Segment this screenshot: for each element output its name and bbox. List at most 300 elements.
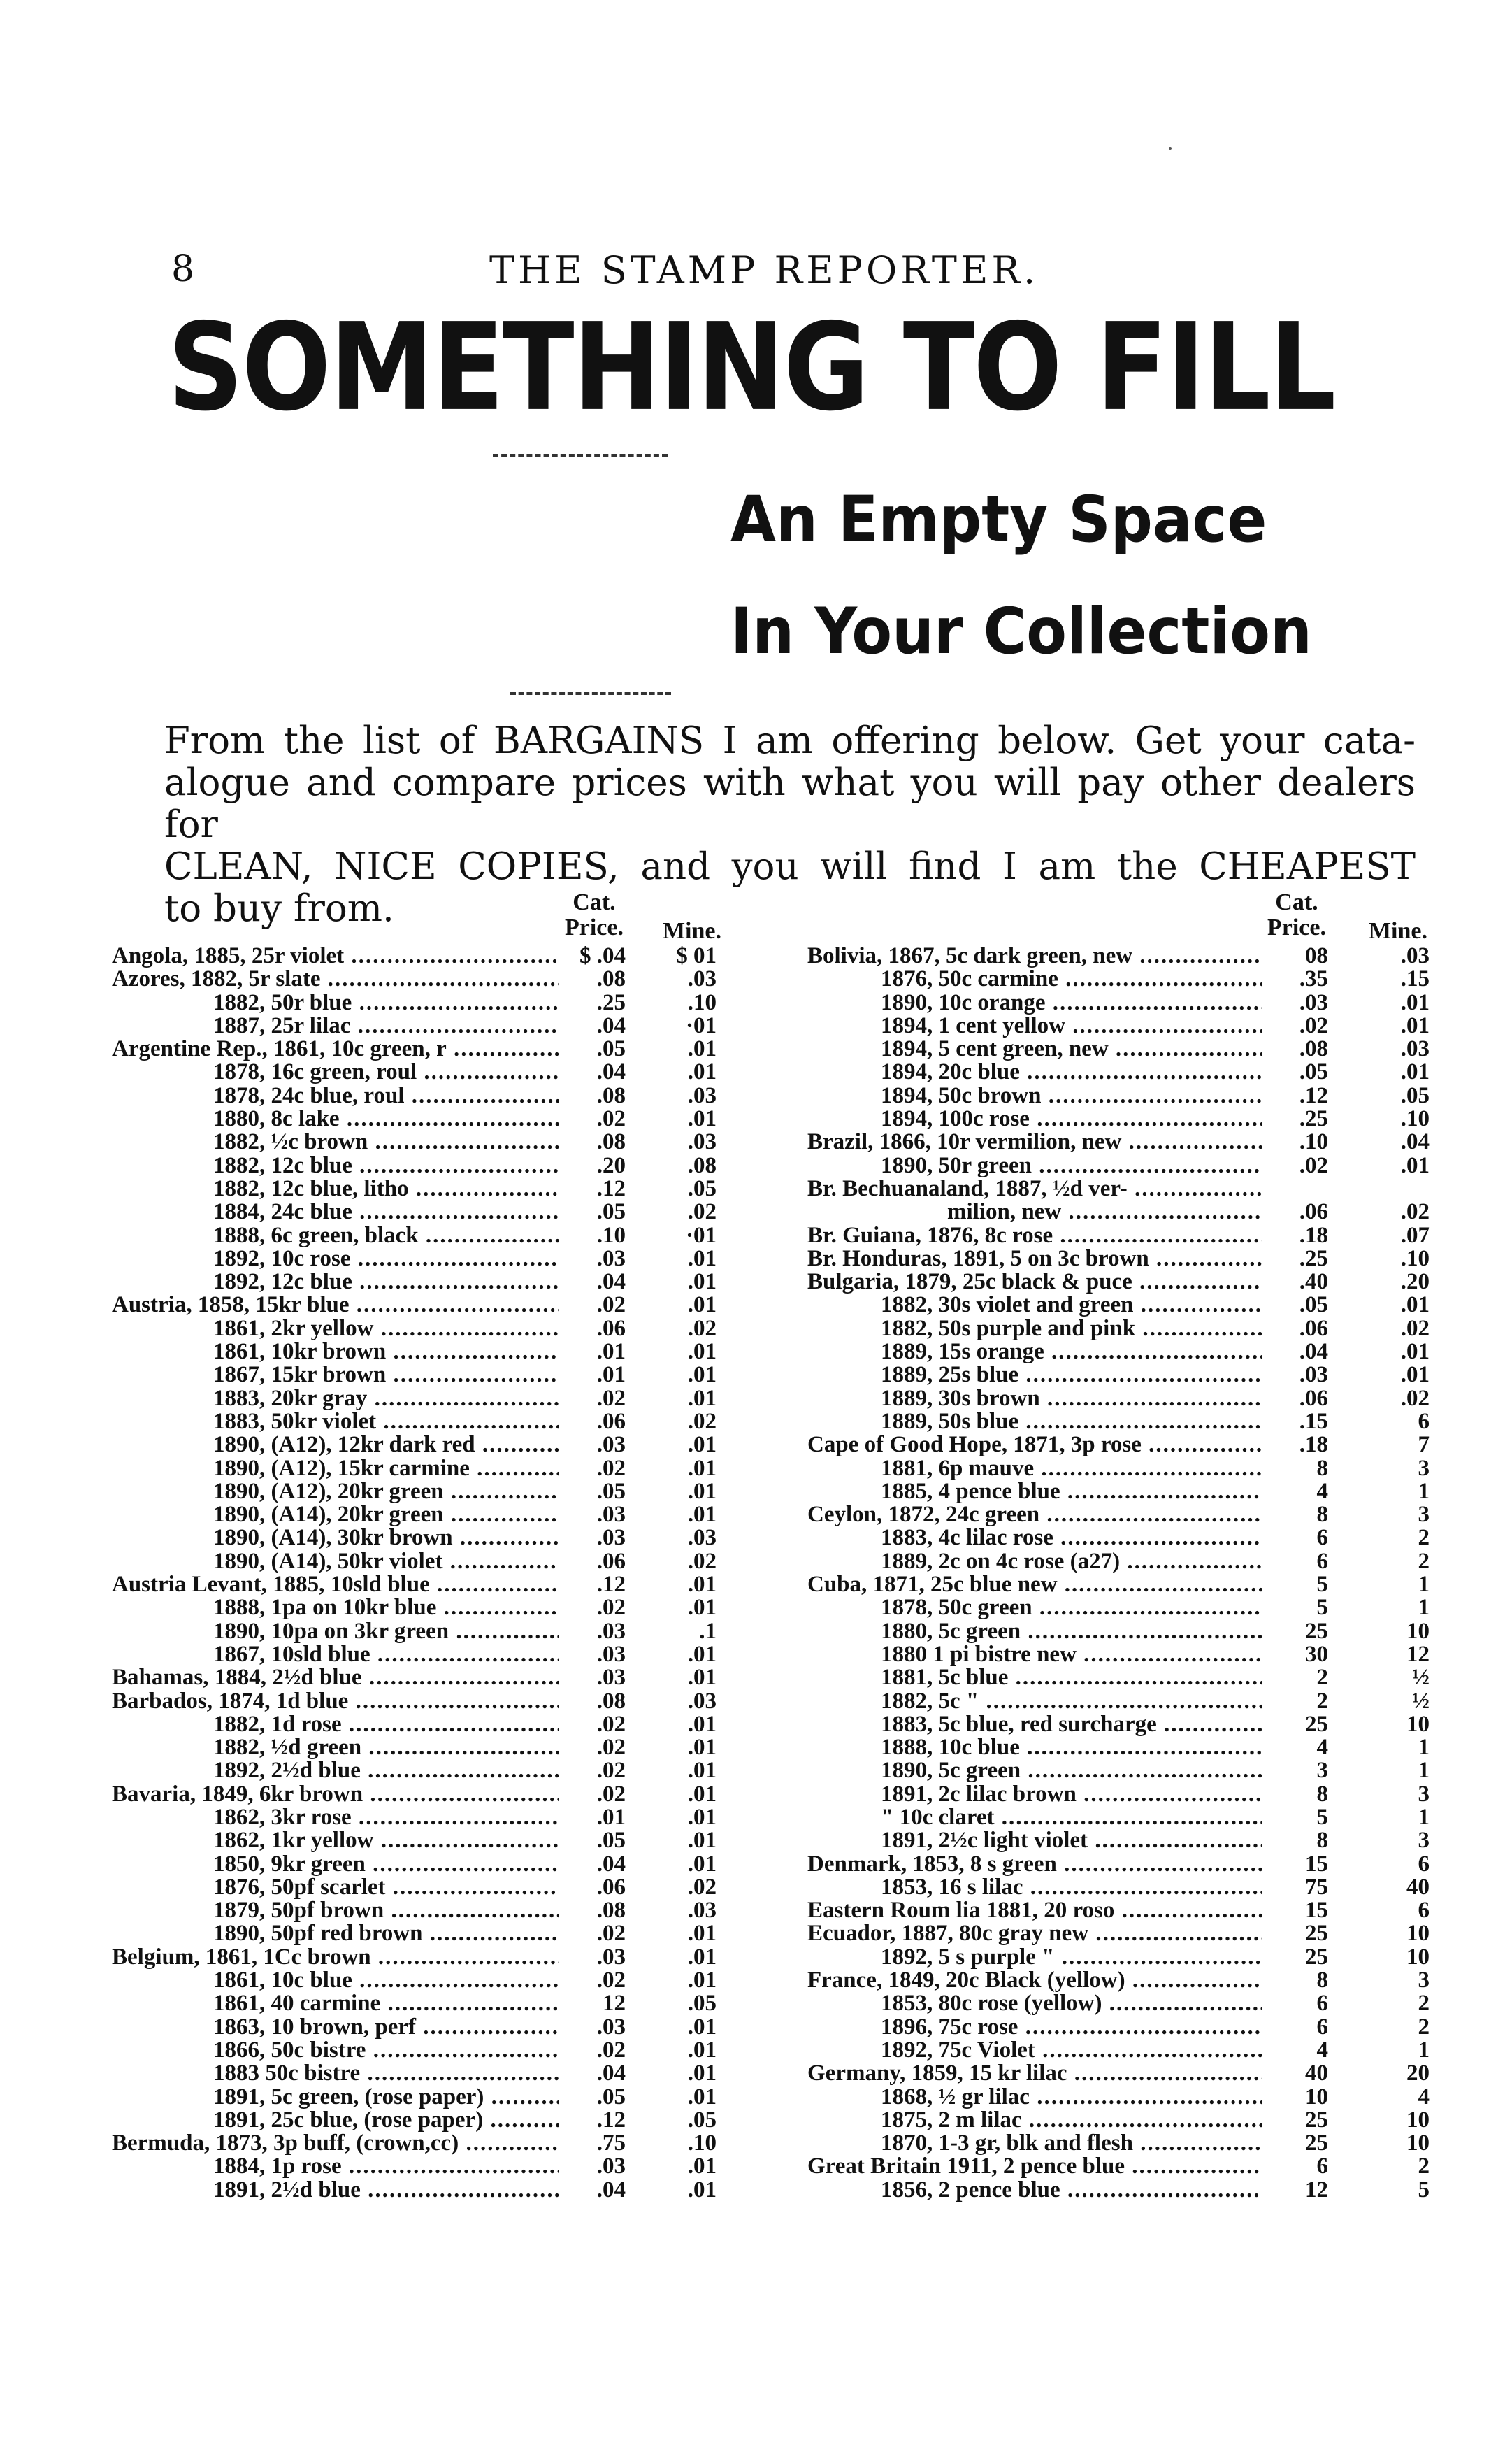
catalogue-price: .02 [596,1781,626,1807]
offer-price: .01 [1400,989,1430,1015]
intro-line: CLEAN, NICE COPIES, and you will find I am the CHEAPEST [164,845,1416,888]
offer-price: .01 [687,1502,717,1528]
offer-price: .10 [687,2130,717,2156]
offer-price: .03 [687,1129,717,1155]
offer-price: .01 [1400,1152,1430,1178]
stamp-description: 1889, 25s blue ..... [807,1363,1262,1387]
catalogue-price: .02 [596,1385,626,1411]
offer-price: 1 [1418,1804,1430,1830]
table-row [112,2062,765,2085]
stamp-description: Bavaria, 1849, 6kr brown ..... [112,1783,559,1806]
stamp-description: 1882, 1d rose ..... [112,1713,559,1736]
catalogue-price: .12 [596,2107,626,2133]
table-row [807,1992,1440,2015]
stamp-description: 1890, (A14), 50kr violet ..... [112,1550,559,1573]
catalogue-price: .06 [596,1874,626,1900]
dash-rule-1 [493,454,668,457]
offer-price: .01 [687,1968,717,1993]
offer-price: .02 [687,1199,717,1225]
stamp-description: 1892, 2½d blue ..... [112,1759,559,1782]
table-row [112,1294,765,1317]
catalogue-price: .02 [596,1758,626,1784]
table-row [807,1410,1440,1433]
table-row [112,1131,765,1154]
catalogue-price: .05 [596,1199,626,1225]
offer-price: .04 [1400,1129,1430,1155]
catalogue-price: .02 [1299,1012,1328,1038]
catalogue-price: 8 [1316,1781,1328,1807]
offer-price: .01 [687,1059,717,1085]
offer-price: .01 [687,1455,717,1481]
offer-price: 1 [1418,1595,1430,1621]
catalogue-price: 5 [1316,1595,1328,1621]
offer-price: 2 [1418,2014,1430,2040]
stamp-description: 1876, 50c carmine ..... [807,968,1262,991]
table-row [807,1480,1440,1503]
stamp-description: 1879, 50pf brown ..... [112,1899,559,1922]
offer-price: .01 [687,1781,717,1807]
intro-line: alogue and compare prices with what you will pay other dealers for [164,761,1416,846]
table-row [807,1666,1440,1689]
catalogue-price: .03 [596,1944,626,1970]
offer-price: .01 [687,1036,717,1062]
offer-price: ·01 [685,1222,717,1248]
catalogue-price: .75 [596,2130,626,2156]
offer-price: .02 [1400,1315,1430,1341]
catalogue-price: 30 [1305,1641,1328,1667]
offer-price: 6 [1418,1898,1430,1924]
offer-price: .03 [687,966,717,992]
offer-price: .02 [687,1874,717,1900]
table-row [807,1108,1440,1131]
catalogue-price: .04 [596,2061,626,2086]
stamp-description: Angola, 1885, 25r violet ..... [112,945,559,968]
stamp-description: Brazil, 1866, 10r vermilion, new ..... [807,1131,1262,1154]
table-row [807,991,1440,1015]
catalogue-price: .04 [596,1012,626,1038]
catalogue-price: 8 [1316,1502,1328,1528]
price-column-left [112,877,765,2202]
offer-price: .03 [1400,1036,1430,1062]
stamp-description: France, 1849, 20c Black (yellow) ..... [807,1969,1262,1992]
stamp-description: Barbados, 1874, 1d blue ..... [112,1690,559,1713]
catalogue-price: .15 [1299,1408,1328,1434]
stamp-description: Austria Levant, 1885, 10sld blue ..... [112,1573,559,1596]
offer-price: .01 [687,2061,717,2086]
stamp-description: 1894, 100c rose ..... [807,1108,1262,1131]
column-header [112,877,765,945]
table-row [112,1666,765,1689]
catalogue-price: .02 [596,1735,626,1761]
stamp-description: 1861, 10c blue ..... [112,1969,559,1992]
offer-price: .20 [1400,1269,1430,1295]
stamp-description: 1890, (A12), 12kr dark red ..... [112,1433,559,1456]
offer-price: .05 [687,2107,717,2133]
stamp-description: 1881, 5c blue ..... [807,1666,1262,1689]
table-row [112,1387,765,1410]
catalogue-price: .02 [596,1921,626,1947]
stamp-description: 1882, ½c brown ..... [112,1131,559,1154]
stamp-description: 1888, 1pa on 10kr blue ..... [112,1596,559,1619]
catalogue-price: 40 [1305,2061,1328,2086]
table-row [112,1201,765,1224]
stamp-description: 1881, 6p mauve ..... [807,1457,1262,1480]
catalogue-price: .05 [1299,1059,1328,1085]
catalogue-price: .12 [596,1572,626,1598]
stamp-description: 1883, 5c blue, red surcharge ..... [807,1713,1262,1736]
stamp-description: Argentine Rep., 1861, 10c green, r ..... [112,1038,559,1061]
offer-price: 7 [1418,1432,1430,1458]
stamp-description: 1862, 3kr rose ..... [112,1806,559,1829]
catalogue-price: .02 [596,1595,626,1621]
stamp-description: 1894, 5 cent green, new ..... [807,1038,1262,1061]
offer-price: .01 [687,2177,717,2202]
stamp-description: 1890, 50r green ..... [807,1154,1262,1177]
offer-price: .08 [687,1152,717,1178]
catalogue-price: .08 [596,966,626,992]
offer-price: 3 [1418,1781,1430,1807]
stamp-description: 1888, 6c green, black ..... [112,1224,559,1247]
catalogue-price: 8 [1316,1968,1328,1993]
stamp-description: 1867, 15kr brown ..... [112,1363,559,1387]
table-row [807,1736,1440,1759]
offer-price: .03 [687,1525,717,1551]
table-row [807,1643,1440,1666]
offer-price: .02 [1400,1385,1430,1411]
table-row [112,1946,765,1969]
cat-price-header: Cat. Price. [1267,889,1326,940]
stamp-description: " 10c claret ..... [807,1806,1262,1829]
catalogue-price: .01 [596,1362,626,1388]
table-row [807,1969,1440,1992]
catalogue-price: 25 [1305,2130,1328,2156]
offer-price: .03 [1400,943,1430,968]
catalogue-price: .18 [1299,1432,1328,1458]
offer-price: .01 [687,1432,717,1458]
catalogue-price: 15 [1305,1898,1328,1924]
stamp-description: Germany, 1859, 15 kr lilac ..... [807,2062,1262,2085]
catalogue-price: .02 [596,1968,626,1993]
table-row [807,2016,1440,2039]
stamp-description: Austria, 1858, 15kr blue ..... [112,1294,559,1317]
catalogue-price: 6 [1316,2014,1328,2040]
stamp-description: 1890, 10pa on 3kr green ..... [112,1620,559,1643]
catalogue-price: .20 [596,1152,626,1178]
catalogue-price: 10 [1305,2084,1328,2109]
offer-price: .01 [687,1944,717,1970]
table-row [112,1480,765,1503]
catalogue-price: .02 [1299,1152,1328,1178]
catalogue-price: $ .04 [579,943,626,968]
stamp-description: 1880, 8c lake ..... [112,1108,559,1131]
stamp-description: 1894, 1 cent yellow ..... [807,1015,1262,1038]
catalogue-price: 12 [603,1991,626,2016]
stamp-description: 1882, 30s violet and green ..... [807,1294,1262,1317]
stamp-description: 1875, 2 m lilac ..... [807,2109,1262,2132]
offer-price: .05 [1400,1082,1430,1108]
offer-price: ½ [1412,1688,1430,1714]
table-row [112,1596,765,1619]
catalogue-price: .03 [1299,989,1328,1015]
table-row [807,1224,1440,1247]
table-row [807,1806,1440,1829]
stamp-description: 1896, 75c rose ..... [807,2016,1262,2039]
offer-price: .01 [687,1711,717,1737]
offer-price: 1 [1418,1572,1430,1598]
offer-price: 2 [1418,1525,1430,1551]
offer-price: .01 [687,1269,717,1295]
offer-price: 2 [1418,1548,1430,1574]
table-row [807,1946,1440,1969]
table-row [112,1992,765,2015]
table-row [807,945,1440,968]
stamp-description: 1878, 24c blue, roul ..... [112,1084,559,1108]
table-row [807,1550,1440,1573]
catalogue-price: .06 [1299,1199,1328,1225]
offer-price: .03 [687,1082,717,1108]
table-row [807,1759,1440,1782]
speck [1169,147,1172,150]
offer-price: 40 [1406,1874,1430,1900]
offer-price: .01 [687,1758,717,1784]
table-row [112,2016,765,2039]
offer-price: 3 [1418,1828,1430,1854]
offer-price: 2 [1418,2154,1430,2179]
table-row [112,2179,765,2202]
table-row [112,1108,765,1131]
table-row [112,1806,765,1829]
stamp-description: Ceylon, 1872, 24c green ..... [807,1503,1262,1526]
catalogue-price: 2 [1316,1665,1328,1691]
stamp-description: 1850, 9kr green ..... [112,1853,559,1876]
table-row [807,1829,1440,1852]
table-row [807,1340,1440,1363]
stamp-description: Bolivia, 1867, 5c dark green, new ..... [807,945,1262,968]
offer-price: .05 [687,1991,717,2016]
table-row [807,968,1440,991]
offer-price: .01 [687,1339,717,1365]
catalogue-price: .02 [596,2037,626,2063]
catalogue-price: .25 [596,989,626,1015]
stamp-description: 1890, 10c orange ..... [807,991,1262,1015]
advert-subhead-1: An Empty Space [730,482,1267,557]
catalogue-price: .04 [596,1851,626,1877]
catalogue-price: .08 [596,1688,626,1714]
offer-price: 10 [1406,2107,1430,2133]
catalogue-price: 2 [1316,1688,1328,1714]
offer-price: .01 [687,1572,717,1598]
table-row [112,1853,765,1876]
table-row [112,991,765,1015]
table-row [112,2109,765,2132]
offer-price: 10 [1406,1944,1430,1970]
catalogue-price: .01 [596,1339,626,1365]
offer-price: 3 [1418,1968,1430,1993]
stamp-description: 1892, 5 s purple " ..... [807,1946,1262,1969]
catalogue-price: .10 [1299,1129,1328,1155]
offer-price: .10 [687,989,717,1015]
stamp-description: 1892, 12c blue ..... [112,1270,559,1294]
catalogue-price: 25 [1305,2107,1328,2133]
offer-price: .01 [687,1641,717,1667]
table-row [112,1317,765,1340]
catalogue-price: 6 [1316,1525,1328,1551]
offer-price: .03 [687,1898,717,1924]
table-row [807,1061,1440,1084]
catalogue-price: .01 [596,1804,626,1830]
stamp-description: 1891, 2½d blue ..... [112,2179,559,2202]
stamp-description: 1880 1 pi bistre new ..... [807,1643,1262,1666]
catalogue-price: 25 [1305,1921,1328,1947]
stamp-description: 1861, 40 carmine ..... [112,1992,559,2015]
table-row [807,1713,1440,1736]
catalogue-price: 75 [1305,1874,1328,1900]
offer-price: 3 [1418,1455,1430,1481]
table-row [807,1783,1440,1806]
stamp-description: 1890, (A14), 30kr brown ..... [112,1526,559,1549]
stamp-description: Bulgaria, 1879, 25c black & puce ..... [807,1270,1262,1294]
offer-price: .01 [687,1292,717,1318]
catalogue-price: 08 [1305,943,1328,968]
table-row [112,1177,765,1201]
table-row [807,1084,1440,1108]
table-row [112,968,765,991]
stamp-description: 1856, 2 pence blue ..... [807,2179,1262,2202]
stamp-description: 1853, 16 s lilac ..... [807,1876,1262,1899]
offer-price: 10 [1406,1711,1430,1737]
catalogue-price: 4 [1316,2037,1328,2063]
offer-price: .01 [1400,1059,1430,1085]
catalogue-price: 4 [1316,1478,1328,1504]
table-row [807,2179,1440,2202]
stamp-description: Ecuador, 1887, 80c gray new ..... [807,1922,1262,1945]
table-row [807,1012,1440,1038]
table-row [112,1643,765,1666]
stamp-description: 1883, 50kr violet ..... [112,1410,559,1433]
intro-line: From the list of BARGAINS I am offering below. Get your cata- [164,719,1416,762]
catalogue-price: .25 [1299,1106,1328,1132]
offer-price: .01 [687,1828,717,1854]
table-row [807,1573,1440,1596]
table-row [807,1247,1440,1270]
stamp-description: 1870, 1-3 gr, blk and flesh ..... [807,2132,1262,2155]
stamp-description: 1890, (A12), 20kr green ..... [112,1480,559,1503]
table-row [112,1526,765,1549]
offer-price: .01 [687,1478,717,1504]
table-row [112,2086,765,2109]
stamp-description: 1867, 10sld blue ..... [112,1643,559,1666]
offer-price: .07 [1400,1222,1430,1248]
table-row [807,1363,1440,1387]
catalogue-price: 3 [1316,1758,1328,1784]
table-row [112,1899,765,1922]
table-row [807,1270,1440,1294]
stamp-description: Belgium, 1861, 1Cc brown ..... [112,1946,559,1969]
table-row [112,1247,765,1270]
table-row [112,945,765,968]
stamp-description: 1868, ½ gr lilac ..... [807,2086,1262,2109]
catalogue-price: 8 [1316,1828,1328,1854]
mine-header: Mine. [662,918,722,944]
stamp-description: 1892, 75c Violet ..... [807,2039,1262,2062]
stamp-description: 1889, 50s blue ..... [807,1410,1262,1433]
offer-price: .02 [687,1408,717,1434]
offer-price: .01 [687,1595,717,1621]
offer-price: 20 [1406,2061,1430,2086]
offer-price: .01 [687,1735,717,1761]
table-row [807,1526,1440,1549]
stamp-description: 1878, 16c green, roul ..... [112,1061,559,1084]
table-row [112,1713,765,1736]
stamp-description: Cape of Good Hope, 1871, 3p rose ..... [807,1433,1262,1456]
cat-price-header: Cat. Price. [565,889,624,940]
offer-price: ½ [1412,1665,1430,1691]
stamp-description: 1882, 5c " ..... [807,1690,1262,1713]
catalogue-price: .12 [1299,1082,1328,1108]
stamp-description: 1862, 1kr yellow ..... [112,1829,559,1852]
catalogue-price: .08 [596,1082,626,1108]
stamp-description: 1863, 10 brown, perf ..... [112,2016,559,2039]
catalogue-price: .03 [596,1641,626,1667]
offer-price: .01 [1400,1362,1430,1388]
offer-price: .01 [687,1851,717,1877]
table-row [112,1620,765,1643]
stamp-description: 1883, 4c lilac rose ..... [807,1526,1262,1549]
catalogue-price: 4 [1316,1735,1328,1761]
stamp-description: 1882, ½d green ..... [112,1736,559,1759]
table-row [112,1084,765,1108]
stamp-description: 1876, 50pf scarlet ..... [112,1876,559,1899]
table-row [807,1294,1440,1317]
catalogue-price: .05 [1299,1292,1328,1318]
offer-price: .02 [1400,1199,1430,1225]
stamp-description: 1883, 20kr gray ..... [112,1387,559,1410]
stamp-description: Br. Honduras, 1891, 5 on 3c brown ..... [807,1247,1262,1270]
offer-price: 1 [1418,2037,1430,2063]
offer-price: .10 [1400,1245,1430,1271]
stamp-description: 1878, 50c green ..... [807,1596,1262,1619]
offer-price: 1 [1418,1758,1430,1784]
catalogue-price: 5 [1316,1804,1328,1830]
offer-price: .01 [1400,1292,1430,1318]
table-row [807,1503,1440,1526]
table-row [807,1154,1440,1177]
table-row [112,1736,765,1759]
offer-price: 1 [1418,1735,1430,1761]
table-row [807,2086,1440,2109]
catalogue-price: .35 [1299,966,1328,992]
table-row [807,1433,1440,1456]
catalogue-price: .06 [1299,1315,1328,1341]
catalogue-price: .10 [596,1222,626,1248]
catalogue-price: .05 [596,2084,626,2109]
stamp-description: Azores, 1882, 5r slate ..... [112,968,559,991]
table-row [807,1457,1440,1480]
catalogue-price: .02 [596,1711,626,1737]
table-row [807,2039,1440,2062]
offer-price: .01 [687,1921,717,1947]
table-row [112,1550,765,1573]
stamp-description: 1891, 2½c light violet ..... [807,1829,1262,1852]
offer-price: ·01 [685,1012,717,1038]
table-row [112,1410,765,1433]
table-row [112,1224,765,1247]
catalogue-price: 25 [1305,1618,1328,1644]
advert-headline: SOMETHING TO FILL [168,298,1335,438]
offer-price: .01 [687,1362,717,1388]
catalogue-price: .06 [596,1408,626,1434]
dash-rule-2 [510,692,671,695]
